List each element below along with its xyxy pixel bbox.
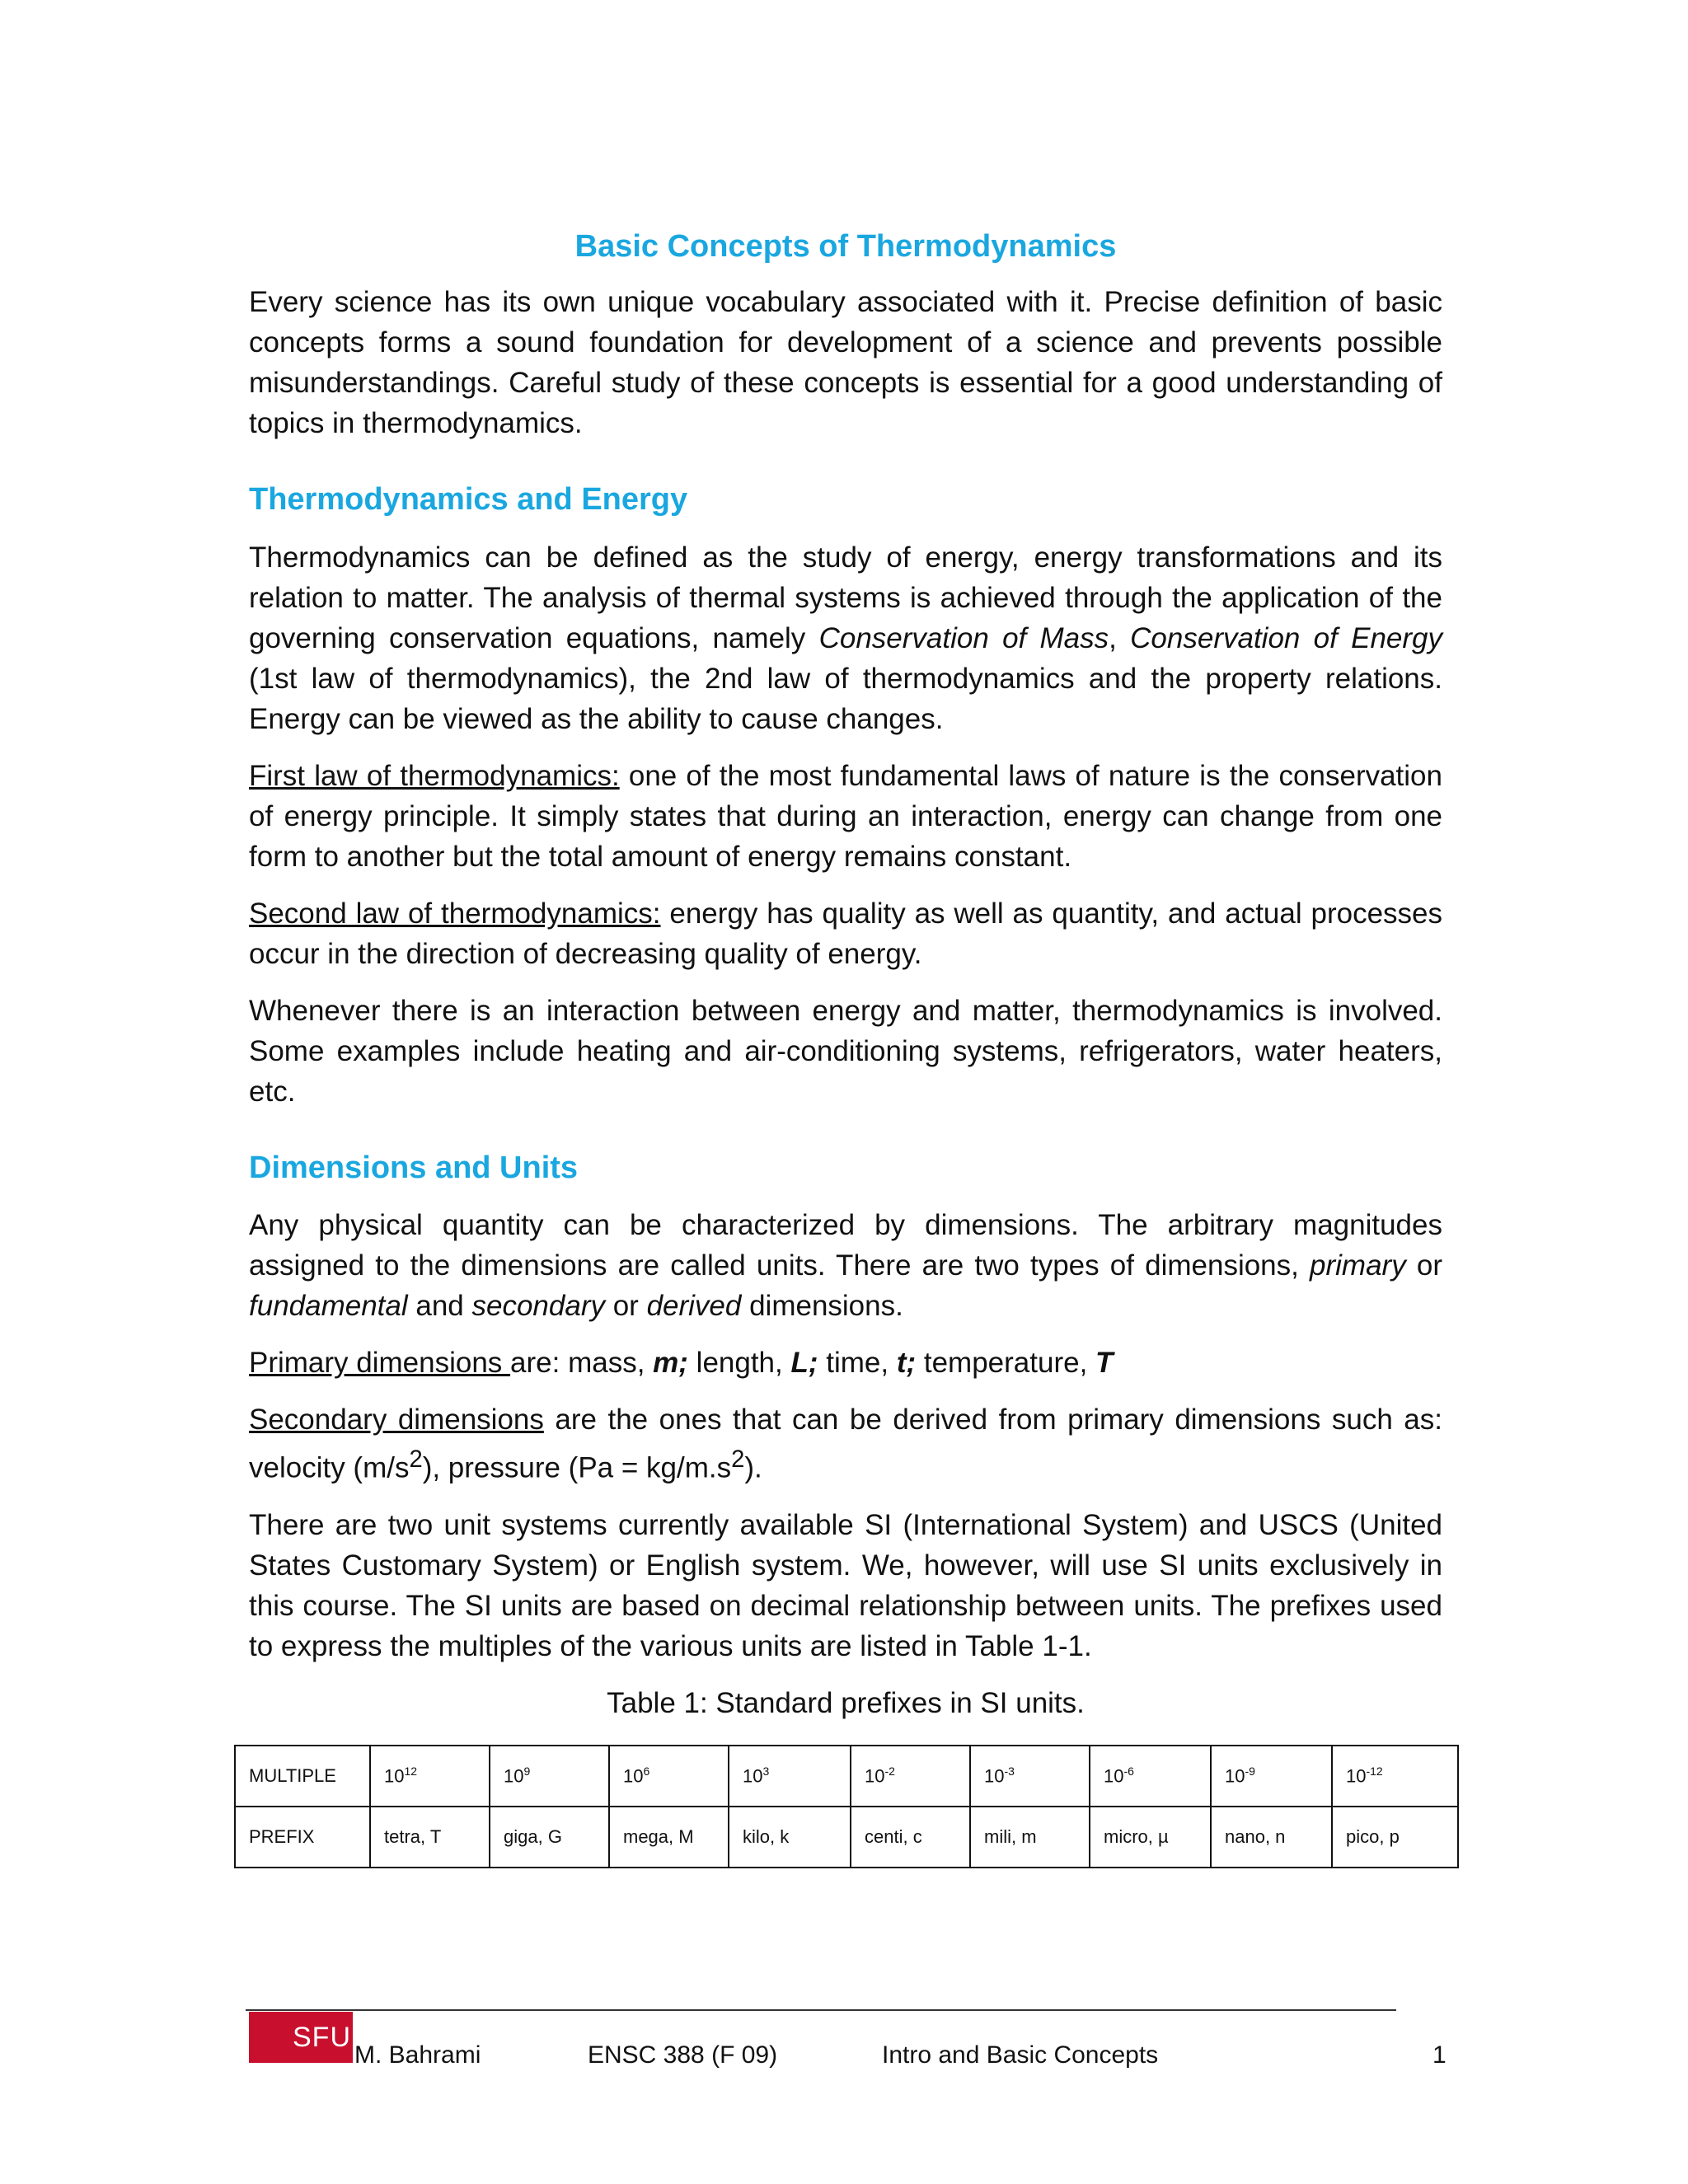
table-cell-multiple-label: MULTIPLE [235, 1746, 370, 1807]
table-row-prefix [235, 1807, 1458, 1868]
table-cell-prefix: centi, c [851, 1807, 970, 1868]
first-law-paragraph: First law of thermodynamics: one of the most fundamental laws of nature is the conservation of energy principle. It simply states that during an interaction, energy can change from one form to another but the total amount of energy remains constant. [249, 759, 1442, 873]
table-cell-multiple: $10^{12}$ [370, 1746, 490, 1807]
table-cell-prefix: mega, M [609, 1807, 729, 1868]
table-caption: Table 1: Standard prefixes in SI units. [607, 1686, 1085, 1719]
table-cell-multiple: $10^{-9}$ [1211, 1746, 1332, 1807]
dimensions-paragraph: Any physical quantity can be characterized by dimensions. The arbitrary magnitudes assigned to the dimensions are called units. There are two types of dimensions, primary or fundamental and secondary or derived dimensions. [249, 1209, 1442, 1323]
table-cell-multiple: $10^{-3}$ [970, 1746, 1090, 1807]
footer-author: M. Bahrami [354, 2041, 481, 2069]
table-row-multiple [235, 1746, 1458, 1807]
secondary-dimensions-label: Secondary dimensions [249, 1404, 544, 1436]
table-cell-multiple: $10^{-12}$ [1332, 1746, 1458, 1807]
primary-dimensions-label: Primary dimensions [249, 1347, 511, 1380]
table-cell-multiple: $10^{-2}$ [851, 1746, 970, 1807]
sfu-logo: SFU [249, 2012, 353, 2063]
intro-paragraph: Every science has its own unique vocabulary associated with it. Precise definition of basic concepts forms a sound foundation for development of a science and prevents possible misunderstandings. Careful study of these concepts is essential for a good understanding of topics in thermodynamics. [249, 286, 1442, 440]
energy-paragraph: Thermodynamics can be defined as the study of energy, energy transformations and its relation to matter. The analysis of thermal systems is achieved through the application of the governing conservation equations, namely Conservation of Mass, Conservation of Energy (1st law of thermodynamics), the 2nd law of thermodynamics and the property relations. Energy can be viewed as the ability to cause changes. [249, 541, 1442, 735]
second-law-paragraph: Second law of thermodynamics: energy has quality as well as quantity, and actual processes occur in the direction of decreasing quality of energy. [249, 897, 1442, 970]
table-cell-multiple: $10^{-6}$ [1090, 1746, 1211, 1807]
table-cell-multiple: $10^6$ [609, 1746, 729, 1807]
primary-dimensions-paragraph: Primary dimensions are: mass, m; length, L; time, t; temperature, T [249, 1347, 1114, 1380]
secondary-dimensions-paragraph: Secondary dimensions are the ones that can be derived from primary dimensions such as: velocity $(m/s^2)$, pressure $(Pa = kg/m.s^2)$. [249, 1404, 1442, 1484]
si-prefix-table [234, 1745, 1459, 1868]
footer-course: ENSC 388 (F 09) [588, 2041, 778, 2069]
page-title: Basic Concepts of Thermodynamics [574, 229, 1117, 264]
table-cell-prefix-label: PREFIX [235, 1807, 370, 1868]
table-cell-prefix: nano, n [1211, 1807, 1332, 1868]
table-cell-prefix: mili, m [970, 1807, 1090, 1868]
table-cell-prefix: tetra, T [370, 1807, 490, 1868]
table-cell-prefix: micro, µ [1090, 1807, 1211, 1868]
second-law-label: Second law of thermodynamics: [249, 897, 661, 930]
table-cell-multiple: $10^9$ [490, 1746, 609, 1807]
table-cell-prefix: kilo, k [729, 1807, 851, 1868]
conservation-of-energy-term: Conservation of Energy [1130, 621, 1442, 654]
page-content [249, 227, 1442, 1735]
footer-topic: Intro and Basic Concepts [882, 2041, 1159, 2069]
conservation-of-mass-term: Conservation of Mass [818, 621, 1109, 654]
table-cell-prefix: pico, p [1332, 1807, 1458, 1868]
unit-systems-paragraph: There are two unit systems currently available SI (International System) and USCS (United States Customary System) or English system. We, however, will use SI units exclusively in this course. The SI units are based on decimal relationship between units. The prefixes used to express the multiples of the various units are listed in Table 1-1. [249, 1508, 1442, 1662]
first-law-label: First law of thermodynamics: [249, 759, 620, 792]
section-heading-energy: Thermodynamics and Energy [249, 482, 688, 518]
section-heading-dimensions: Dimensions and Units [249, 1150, 579, 1185]
examples-paragraph: Whenever there is an interaction between energy and matter, thermodynamics is involved. Some examples include heating and air-conditioning systems, refrigerators, water heaters, etc. [249, 994, 1442, 1108]
table-cell-multiple: $10^3$ [729, 1746, 851, 1807]
footer-divider [246, 2009, 1396, 2011]
table-cell-prefix: giga, G [490, 1807, 609, 1868]
footer-page-number: 1 [1432, 2041, 1447, 2069]
